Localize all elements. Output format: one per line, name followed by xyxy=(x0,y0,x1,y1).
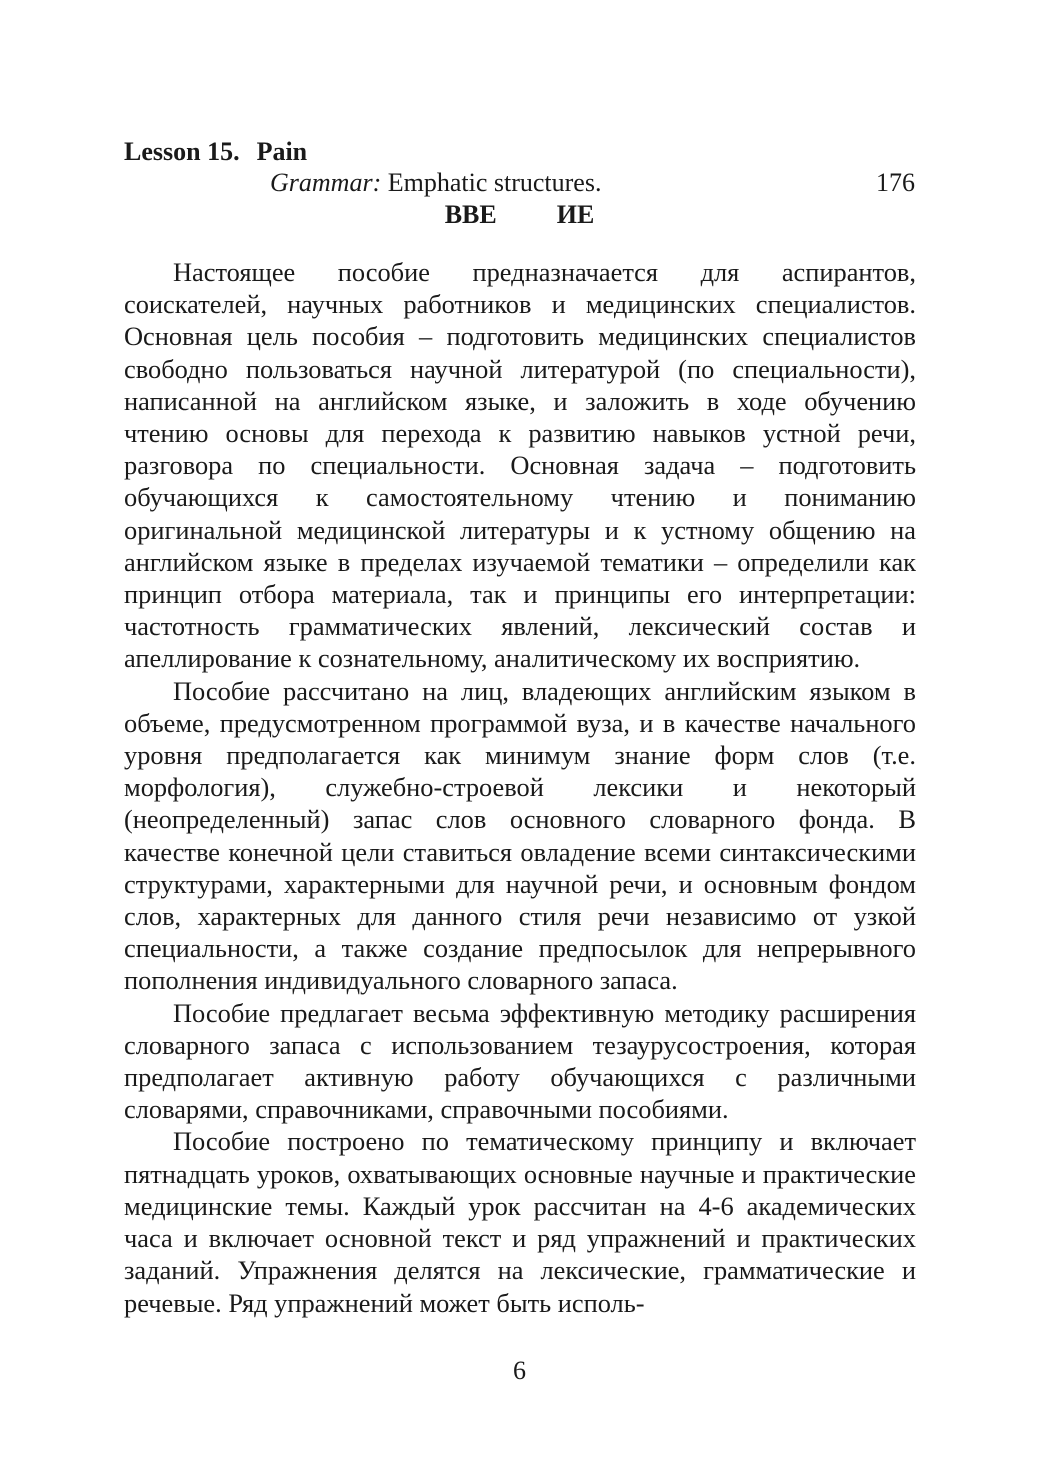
section-heading xyxy=(0,198,1039,232)
paragraph: Настоящее пособие предназначается для аспирантов, соискателей, научных работников и медицинских специалистов. Основная цель пособия – подготовить медицинских специалистов свободно пользоваться научной литературой (по специальности), написанной на английском языке, и заложить в ходе обучению чтению основы для перехода к развитию навыков устной речи, разговора по специальности. Основная задача – подготовить обучающихся к самостоятельному чтению и пониманию оригинальной медицинской литературы и к устному общению на английском языке в пределах изучаемой тематики – определили как принцип отбора материала, так и принципы его интерпретации: частотность грамматических явлений, лексический состав и апеллирование к сознательному, аналитическому их восприятию. xyxy=(124,257,916,674)
toc-grammar-text: Emphatic structures. xyxy=(387,168,602,197)
body-text xyxy=(124,256,916,1319)
toc-page-number: 176 xyxy=(876,168,915,197)
toc-grammar-line xyxy=(270,167,601,199)
toc-grammar-label: Grammar: xyxy=(270,168,382,197)
section-heading-part2: ИЕ xyxy=(556,200,595,229)
paragraph: Пособие построено по тематическому принципу и включает пятнадцать уроков, охватывающих основные научные и практические медицинские темы. Каждый урок рассчитан на 4-6 академических часа и включает основной текст и ряд упражнений и практических заданий. Упражнения делятся на лексические, грамматические и речевые. Ряд упражнений может быть исполь- xyxy=(124,1126,916,1318)
paragraph: Пособие предлагает весьма эффективную методику расширения словарного запаса с использованием тезаурусостроения, которая предполагает активную работу обучающихся с различными словарями, справочниками, справочными пособиями. xyxy=(124,997,916,1125)
toc-lesson-number: Lesson 15. xyxy=(124,137,240,166)
paragraph: Пособие рассчитано на лиц, владеющих английским языком в объеме, предусмотренном программой вуза, и в качестве начального уровня предполагается как минимум знание форм слов (т.е. морфология), служебно-строевой лексики и некоторый (неопределенный) запас слов основного словарного фонда. В качестве конечной цели ставиться овладение всеми синтаксическими структурами, характерными для научной речи, и основным фондом слов, характерных для данного стиля речи независимо от узкой специальности, а также создание предпосылок для непрерывного пополнения индивидуального словарного запаса. xyxy=(124,675,916,996)
toc-lesson-line xyxy=(124,136,307,168)
section-heading-part1: ВВЕ xyxy=(444,200,497,229)
toc-lesson-title: Pain xyxy=(256,137,308,166)
page-number: 6 xyxy=(513,1356,526,1385)
